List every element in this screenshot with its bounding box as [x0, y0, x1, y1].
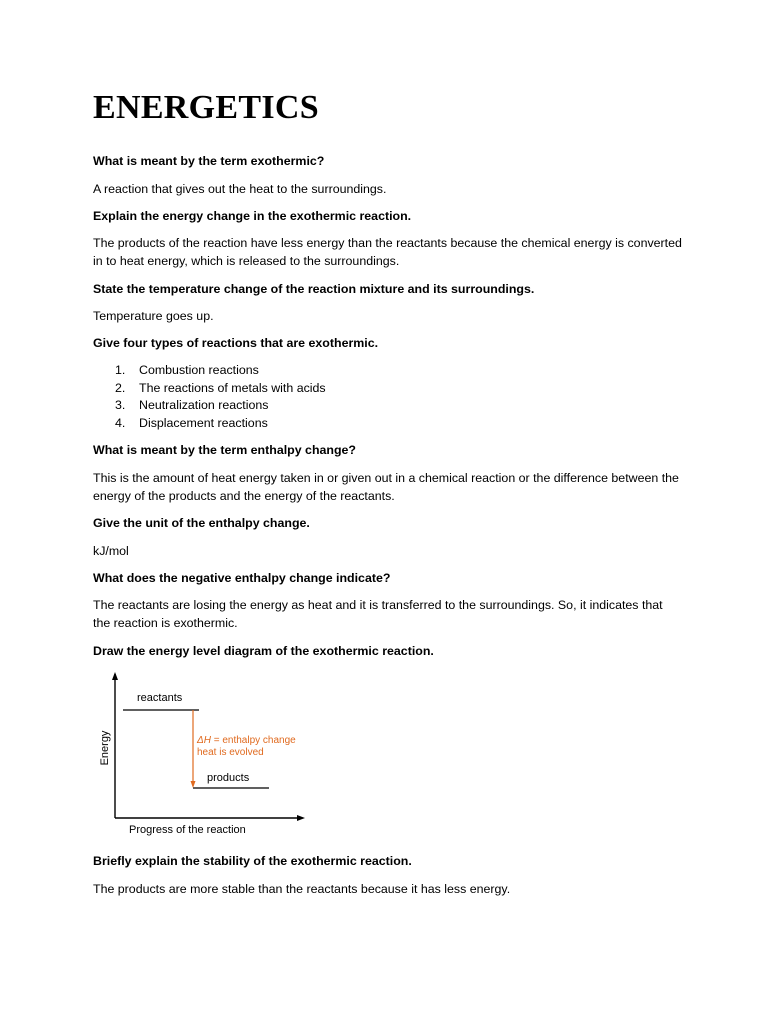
question-enthalpy-unit: Give the unit of the enthalpy change. [93, 516, 310, 530]
enthalpy-label [196, 735, 296, 746]
list-item-text: Combustion reactions [139, 363, 259, 377]
list-item-number: 2. [115, 380, 126, 395]
answer-enthalpy-unit: kJ/mol [93, 544, 129, 558]
question-stability: Briefly explain the stability of the exothermic reaction. [93, 854, 412, 868]
answer-energy-change: The products of the reaction have less energy than the reactants because the chemical energy is converted in to heat energy, which is released to the surroundings. [93, 236, 682, 268]
list-item [93, 362, 683, 380]
y-axis-label: Energy [99, 730, 111, 766]
exothermic-types-list [93, 362, 683, 432]
list-item [93, 397, 683, 415]
list-item-text: Neutralization reactions [139, 398, 269, 412]
answer-temperature-change: Temperature goes up. [93, 309, 214, 323]
y-axis-arrowhead [112, 672, 118, 680]
question-enthalpy-change: What is meant by the term enthalpy change? [93, 443, 357, 457]
question-temperature-change: State the temperature change of the reaction mixture and its surroundings. [93, 282, 535, 296]
list-item-number: 3. [115, 398, 126, 412]
heat-evolved-label: heat is evolved [197, 747, 264, 758]
question-exothermic: What is meant by the term exothermic? [93, 154, 325, 168]
question-energy-change: Explain the energy change in the exothermic reaction. [93, 209, 412, 223]
list-item [93, 380, 683, 398]
x-axis-label: Progress of the reaction [129, 824, 246, 836]
x-axis-arrowhead [297, 815, 305, 821]
products-label: products [207, 772, 250, 784]
delta-h-symbol: ΔH [197, 735, 211, 746]
reactants-label: reactants [137, 692, 183, 704]
document-title: ENERGETICS [93, 89, 319, 126]
list-item-text: Displacement reactions [139, 415, 268, 430]
list-item-number: 1. [115, 363, 126, 377]
answer-exothermic: A reaction that gives out the heat to the surroundings. [93, 182, 387, 196]
energy-level-diagram [93, 670, 313, 842]
answer-stability: The products are more stable than the reactants because it has less energy. [93, 882, 511, 896]
question-energy-diagram: Draw the energy level diagram of the exothermic reaction. [93, 644, 434, 658]
question-negative-enthalpy: What does the negative enthalpy change indicate? [93, 571, 391, 585]
delta-h-text: = enthalpy change [210, 735, 296, 746]
answer-enthalpy-change: This is the amount of heat energy taken in or given out in a chemical reaction or the difference between the energy of the products and the energy of the reactants. [93, 471, 679, 503]
list-item [93, 415, 683, 433]
list-item-number: 4. [115, 415, 126, 430]
list-item-text: The reactions of metals with acids [139, 380, 326, 395]
enthalpy-arrowhead [191, 781, 196, 788]
answer-negative-enthalpy: The reactants are losing the energy as heat and it is transferred to the surroundings. So, it indicates that the reaction is exothermic. [93, 598, 663, 630]
question-exothermic-types: Give four types of reactions that are exothermic. [93, 336, 379, 350]
